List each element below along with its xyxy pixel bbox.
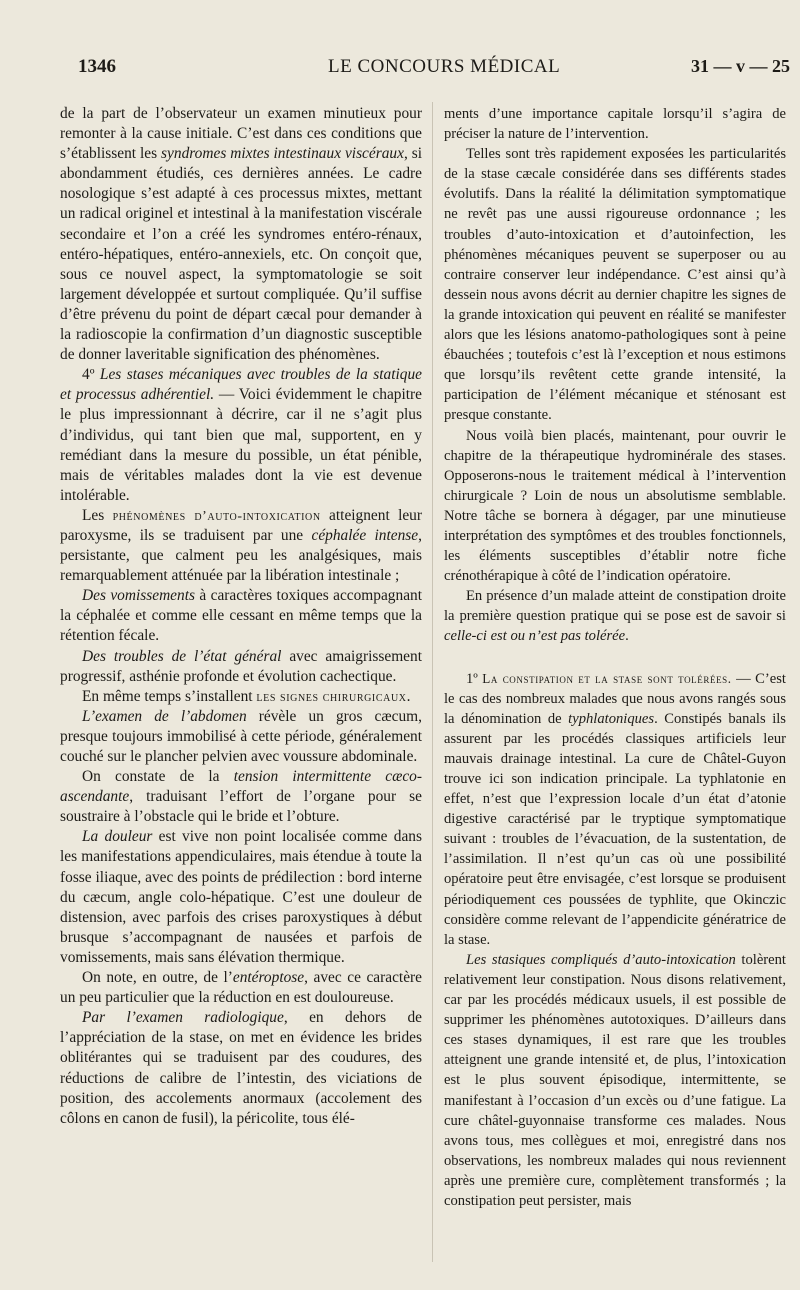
- paragraph: En même temps s’installent les signes chirurgicaux.: [82, 687, 411, 705]
- running-header: [78, 56, 790, 82]
- paragraph: L’examen de l’abdomen révèle un gros cæcum, presque toujours immobilisé à cette période, généralement couché sur le plancher pelvien avec voussure abdominale.: [60, 707, 422, 765]
- paragraph: de la part de l’observateur un examen minutieux pour remonter à la cause initiale. C’est dans ces conditions que s’établissent les syndromes mixtes intestinaux viscéraux, si abondamment étudiés, ces dernières années. Le cadre nosologique s’est adapté à ces processus mixtes, mettant un radical originel et intestinal à la manifestation viscérale secondaire et l’on a créé les syndromes entéro-rénaux, entéro-hépatiques, entéro-annexiels, etc. On conçoit que, sous ce nouvel aspect, la symptomatologie se soit largement développée et surtout compliquée. Qu’il suffise d’être prévenu du point de départ cæcal pour demander à la radioscopie la confirmation d’un diagnostic susceptible de donner laveritable signification des phénomènes.: [60, 105, 422, 364]
- left-column: [60, 104, 422, 1284]
- paragraph: La douleur est vive non point localisée comme dans les manifestations appendiculaires, mais étendue à toute la fosse iliaque, avec des points de prédilection : bord interne du cæcum, angle colo-hépatique. C’est une douleur de distension, avec parfois des crises paroxystiques à début brusque s’accompagnant de nausées et parfois de vomissements, mais sans élévation thermique.: [60, 828, 422, 966]
- column-divider: [432, 102, 433, 1262]
- paragraph: Par l’examen radiologique, en dehors de l’appréciation de la stase, on met en évidence les brides oblitérantes qui se traduisent par des coudures, des réductions de calibre de l’intestin, des viciations de position, des accolements anormaux (accolement des côlons en canon de fusil), la péricolite, tous élé-: [60, 1009, 422, 1127]
- paragraph: Des vomissements à caractères toxiques accompagnant la céphalée et comme elle cessant en même temps que la rétention fécale.: [60, 587, 422, 645]
- paragraph: Les stasiques compliqués d’auto-intoxication tolèrent relativement leur constipation. Nous disons relativement, car par les procédés médicaux usuels, il est possible de supprimer les phénomènes autotoxiques. D’ailleurs dans ces stases dynamiques, il est rare que les troubles atteignent une grande intensité et, de plus, l’intoxication est le plus souvent épisodique, intermittente, se manifestant à l’occasion d’un excès ou d’une fatigue. La cure châtel-guyonnaise transforme ces malades. Nous avons tous, mes collègues et moi, enregistré dans nos observations, les nombreux malades qui nous reviennent après une première cure, complètement transformés ; la constipation peut persister, mais: [444, 951, 786, 1209]
- paragraph: Nous voilà bien placés, maintenant, pour ouvrir le chapitre de la thérapeutique hydrominérale des stases. Opposerons-nous le traitement médical à l’intervention chirurgicale ? Loin de nous un absolutisme semblable. Notre tâche se bornera à dégager, par une minutieuse interprétation des symptômes et des troubles fonctionnels, les éléments susceptibles d’établir notre fiche crénothérapique à côté de l’indication opératoire.: [444, 427, 786, 585]
- paragraph: Les phénomènes d’auto-intoxication atteignent leur paroxysme, ils se traduisent par une céphalée intense, persistante, que calment peu les analgésiques, mais remarquablement atténuée par la libération intestinale ;: [60, 506, 422, 585]
- paragraph: On note, en outre, de l’entéroptose, avec ce caractère un peu particulier que la réduction en est douloureuse.: [60, 969, 422, 1007]
- paragraph: Telles sont très rapidement exposées les particularités de la stase cæcale considérée dans ses différents stades évolutifs. Dans la réalité la délimitation symptomatique ne revêt pas une aussi rigoureuse ordonnance ; les troubles d’auto-intoxication et d’autoinfection, les phénomènes mécaniques peuvent se superposer ou au contraire conserver leur indépendance. C’est ainsi qu’à dessein nous avons décrit au dernier chapitre les signes de la grande intoxication qui peuvent en réalité se manifester alors que les lésions anatomo-pathologiques sont à peine ébauchées ; toutefois c’est là l’exception et nous estimons que lorsqu’ils revêtent cette grande intensité, la participation de l’élément mécanique et sténosant est presque constante.: [444, 146, 786, 424]
- section-paragraph: 4º Les stases mécaniques avec troubles de la statique et processus adhérentiel. — Voici évidemment le chapitre le plus impressionnant à décrire, car il ne s’agit plus d’individus, qui tant bien que mal, supportent, en y remédiant dans la mesure du possible, un état pénible, mais de véritables malades dont la vie est devenue intolérable.: [60, 366, 422, 504]
- paragraph: En présence d’un malade atteint de constipation droite la première question pratique qui se pose est de savoir si celle-ci est ou n’est pas tolérée.: [444, 588, 786, 645]
- section-paragraph: 1º La constipation et la stase sont tolérées. — C’est le cas des nombreux malades que nous avons rangés sous la dénomination de typhlatoniques. Constipés banals ils assurent par les procédés classiques artificiels leur mauvais drainage intestinal. La cure de Châtel-Guyon trouve ici son indication principale. La typhlatonie en effet, n’est que l’expression locale d’un état d’atonie digestive caractérisé par le tryptique symptomatique suivant : troubles de l’évacuation, de la sustentation, de l’assimilation. Il n’est qu’un cas où une possibilité opératoire peut être envisagée, c’est lorsque se produisent périodiquement ces poussées de typhlite, que Okinczic considère comme relevant de l’appendicite génératrice de la stase.: [444, 670, 786, 948]
- right-column: [444, 104, 786, 1284]
- page-number: 1346: [78, 56, 116, 77]
- paragraph: Des troubles de l’état général avec amaigrissement progressif, asthénie profonde et évolution cachectique.: [60, 647, 422, 685]
- journal-title: LE CONCOURS MÉDICAL: [328, 56, 561, 77]
- paragraph: On constate de la tension intermittente cæco-ascendante, traduisant l’effort de l’organe pour se soustraire à l’obstacle qui le bride et l’obture.: [60, 768, 422, 826]
- issue-date: 31 — v — 25: [691, 56, 790, 76]
- paragraph: ments d’une importance capitale lorsqu’il s’agira de préciser la nature de l’intervention.: [444, 106, 786, 143]
